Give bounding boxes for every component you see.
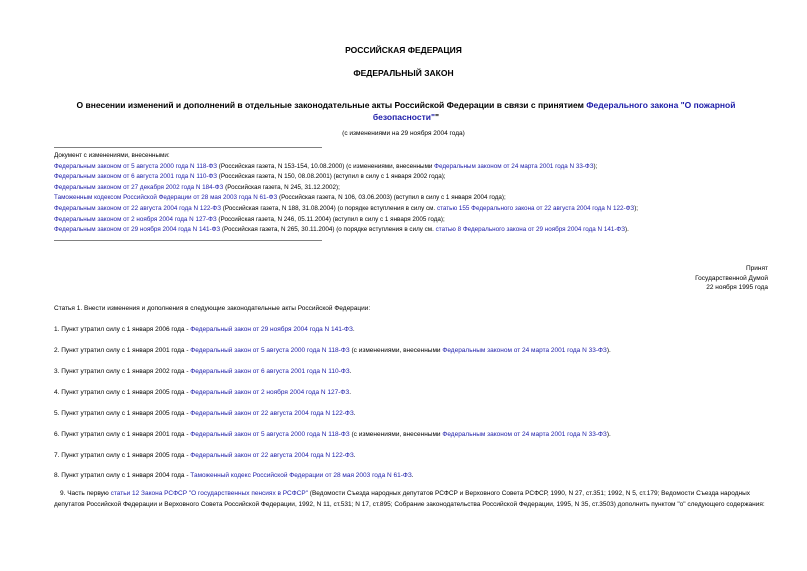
adopted-body: Государственной Думой bbox=[695, 274, 768, 282]
doc-change-text: (Российская газета, N 153-154, 10.08.2000) (с изменениями, внесенными bbox=[217, 162, 435, 170]
point-item bbox=[54, 410, 356, 417]
doc-change-tail: ); bbox=[634, 204, 639, 212]
point-link[interactable]: Федеральный закон от 29 ноября 2004 года N 141-ФЗ bbox=[190, 326, 353, 333]
doc-change-link[interactable]: Федеральным законом от 6 августа 2001 года N 110-ФЗ bbox=[54, 173, 218, 181]
point-secondary-link[interactable]: Федеральным законом от 24 марта 2001 года N 33-ФЗ bbox=[442, 347, 607, 354]
doc-changes-list bbox=[54, 151, 638, 236]
title-text: О внесении изменений и дополнений в отдельные законодательные акты Российской Федерации в связи с принятием bbox=[76, 100, 584, 110]
doc-change-secondary-link[interactable]: Федеральным законом от 24 марта 2001 года N 33-ФЗ bbox=[434, 162, 594, 170]
point-mid: . bbox=[411, 472, 414, 479]
point-tail: ). bbox=[606, 347, 611, 354]
point-text: 8. Пункт утратил силу с 1 января 2004 года - bbox=[54, 472, 191, 479]
point-9-start: 9. Часть первую bbox=[60, 490, 111, 497]
doc-change-item bbox=[54, 162, 638, 173]
point-9-rest: (Ведомости Съезда народных депутатов РСФСР и Верховного Совета РСФСР, 1990, N 27, ст.351; 1992, N 5, ст.179; Ведомости Съезда народных депутатов Российской Федерации и Верховного Совета Российской Федерации, 1992, N 11, ст.531; N 17, ст.895; Собрание законодательства Российской Федерации, 1995, N 35, ст.3503) дополнить пунктом "о" следующего содержания: bbox=[54, 490, 765, 508]
doc-change-tail: ); bbox=[593, 162, 598, 170]
point-mid: (с изменениями, внесенными bbox=[349, 431, 443, 438]
point-9-link[interactable]: статьи 12 Закона РСФСР "О государственных пенсиях в РСФСР" bbox=[110, 490, 308, 497]
bottom-divider bbox=[54, 240, 322, 241]
point-text: 3. Пункт утратил силу с 1 января 2002 года - bbox=[54, 368, 191, 375]
doc-changes-heading: Документ с изменениями, внесенными: bbox=[54, 152, 170, 159]
doc-change-link[interactable]: Федеральным законом от 5 августа 2000 года N 118-ФЗ bbox=[54, 162, 218, 170]
point-item bbox=[54, 368, 352, 375]
point-text: 5. Пункт утратил силу с 1 января 2005 года - bbox=[54, 410, 191, 417]
point-item bbox=[54, 347, 611, 354]
point-item bbox=[54, 472, 414, 479]
point-item bbox=[54, 452, 356, 459]
point-link[interactable]: Федеральный закон от 5 августа 2000 года N 118-ФЗ bbox=[190, 347, 350, 354]
doc-change-text: (Российская газета, N 106, 03.06.2003) (вступил в силу с 1 января 2004 года); bbox=[277, 194, 506, 202]
point-text: 4. Пункт утратил силу с 1 января 2005 года - bbox=[54, 389, 191, 396]
doc-change-item bbox=[54, 215, 638, 226]
point-mid: . bbox=[353, 410, 356, 417]
point-text: 7. Пункт утратил силу с 1 января 2005 года - bbox=[54, 452, 191, 459]
point-mid: . bbox=[353, 452, 356, 459]
point-tail: ). bbox=[606, 431, 611, 438]
amendments-note: (с изменениями на 29 ноября 2004 года) bbox=[342, 130, 465, 137]
doc-change-link[interactable]: Федеральным законом от 2 ноября 2004 года N 127-ФЗ bbox=[54, 215, 217, 223]
point-item bbox=[54, 431, 611, 438]
point-link[interactable]: Таможенный кодекс Российской Федерации от 28 мая 2003 года N 61-ФЗ bbox=[190, 472, 412, 479]
article-1-heading: Статья 1. Внести изменения и дополнения в следующие законодательные акты Российской Федерации: bbox=[54, 305, 371, 312]
doc-change-item bbox=[54, 225, 638, 236]
point-9 bbox=[54, 489, 772, 510]
doc-change-item bbox=[54, 204, 638, 215]
title-quote: " bbox=[435, 112, 440, 122]
doc-change-link[interactable]: Федеральным законом от 22 августа 2004 года N 122-ФЗ bbox=[54, 204, 222, 212]
doc-change-secondary-link[interactable]: статью 8 Федерального закона от 29 ноября 2004 года N 141-ФЗ bbox=[435, 226, 626, 234]
point-link[interactable]: Федеральный закон от 22 августа 2004 года N 122-ФЗ bbox=[190, 452, 354, 459]
point-text: 1. Пункт утратил силу с 1 января 2006 года - bbox=[54, 326, 191, 333]
doc-change-secondary-link[interactable]: статью 155 Федерального закона от 22 августа 2004 года N 122-ФЗ bbox=[436, 204, 635, 212]
point-mid: . bbox=[352, 326, 355, 333]
doc-change-text: (Российская газета, N 265, 30.11.2004) (о порядке вступления в силу см. bbox=[220, 226, 436, 234]
point-text: 6. Пункт утратил силу с 1 января 2001 года - bbox=[54, 431, 191, 438]
adopted-line: Принят bbox=[745, 265, 768, 272]
doc-change-item bbox=[54, 183, 638, 194]
doc-change-link[interactable]: Федеральным законом от 29 ноября 2004 года N 141-ФЗ bbox=[54, 226, 221, 234]
point-item bbox=[54, 389, 351, 396]
doc-change-link[interactable]: Таможенным кодексом Российской Федерации от 28 мая 2003 года N 61-ФЗ bbox=[54, 194, 278, 202]
point-mid: . bbox=[349, 368, 352, 375]
doc-change-text: (Российская газета, N 150, 08.08.2001) (вступил в силу с 1 января 2002 года); bbox=[217, 173, 446, 181]
doc-change-tail: ). bbox=[625, 226, 629, 234]
doc-change-text: (Российская газета, N 245, 31.12.2002); bbox=[223, 183, 340, 191]
point-secondary-link[interactable]: Федеральным законом от 24 марта 2001 года N 33-ФЗ bbox=[442, 431, 607, 438]
doc-change-item bbox=[54, 193, 638, 204]
adoption-info bbox=[695, 264, 768, 293]
top-divider bbox=[54, 147, 322, 148]
doc-type-heading: ФЕДЕРАЛЬНЫЙ ЗАКОН bbox=[353, 68, 454, 78]
country-heading: РОССИЙСКАЯ ФЕДЕРАЦИЯ bbox=[345, 45, 462, 55]
point-link[interactable]: Федеральный закон от 22 августа 2004 года N 122-ФЗ bbox=[190, 410, 354, 417]
doc-change-text: (Российская газета, N 188, 31.08.2004) (о порядке вступления в силу см. bbox=[221, 204, 437, 212]
document-title bbox=[50, 99, 762, 123]
doc-change-link[interactable]: Федеральным законом от 27 декабря 2002 года N 184-ФЗ bbox=[54, 183, 224, 191]
point-link[interactable]: Федеральный закон от 5 августа 2000 года N 118-ФЗ bbox=[190, 431, 350, 438]
point-link[interactable]: Федеральный закон от 6 августа 2001 года N 110-ФЗ bbox=[190, 368, 350, 375]
point-text: 2. Пункт утратил силу с 1 января 2001 года - bbox=[54, 347, 191, 354]
point-item bbox=[54, 326, 355, 333]
point-link[interactable]: Федеральный закон от 2 ноября 2004 года N 127-ФЗ bbox=[190, 389, 350, 396]
point-mid: . bbox=[349, 389, 352, 396]
adopted-date: 22 ноября 1995 года bbox=[706, 284, 768, 291]
doc-change-text: (Российская газета, N 246, 05.11.2004) (вступил в силу с 1 января 2005 года); bbox=[216, 215, 445, 223]
point-mid: (с изменениями, внесенными bbox=[349, 347, 443, 354]
doc-change-item bbox=[54, 172, 638, 183]
title-link-fire-safety-law[interactable]: Федерального закона "О пожарной безопасности" bbox=[372, 100, 736, 122]
